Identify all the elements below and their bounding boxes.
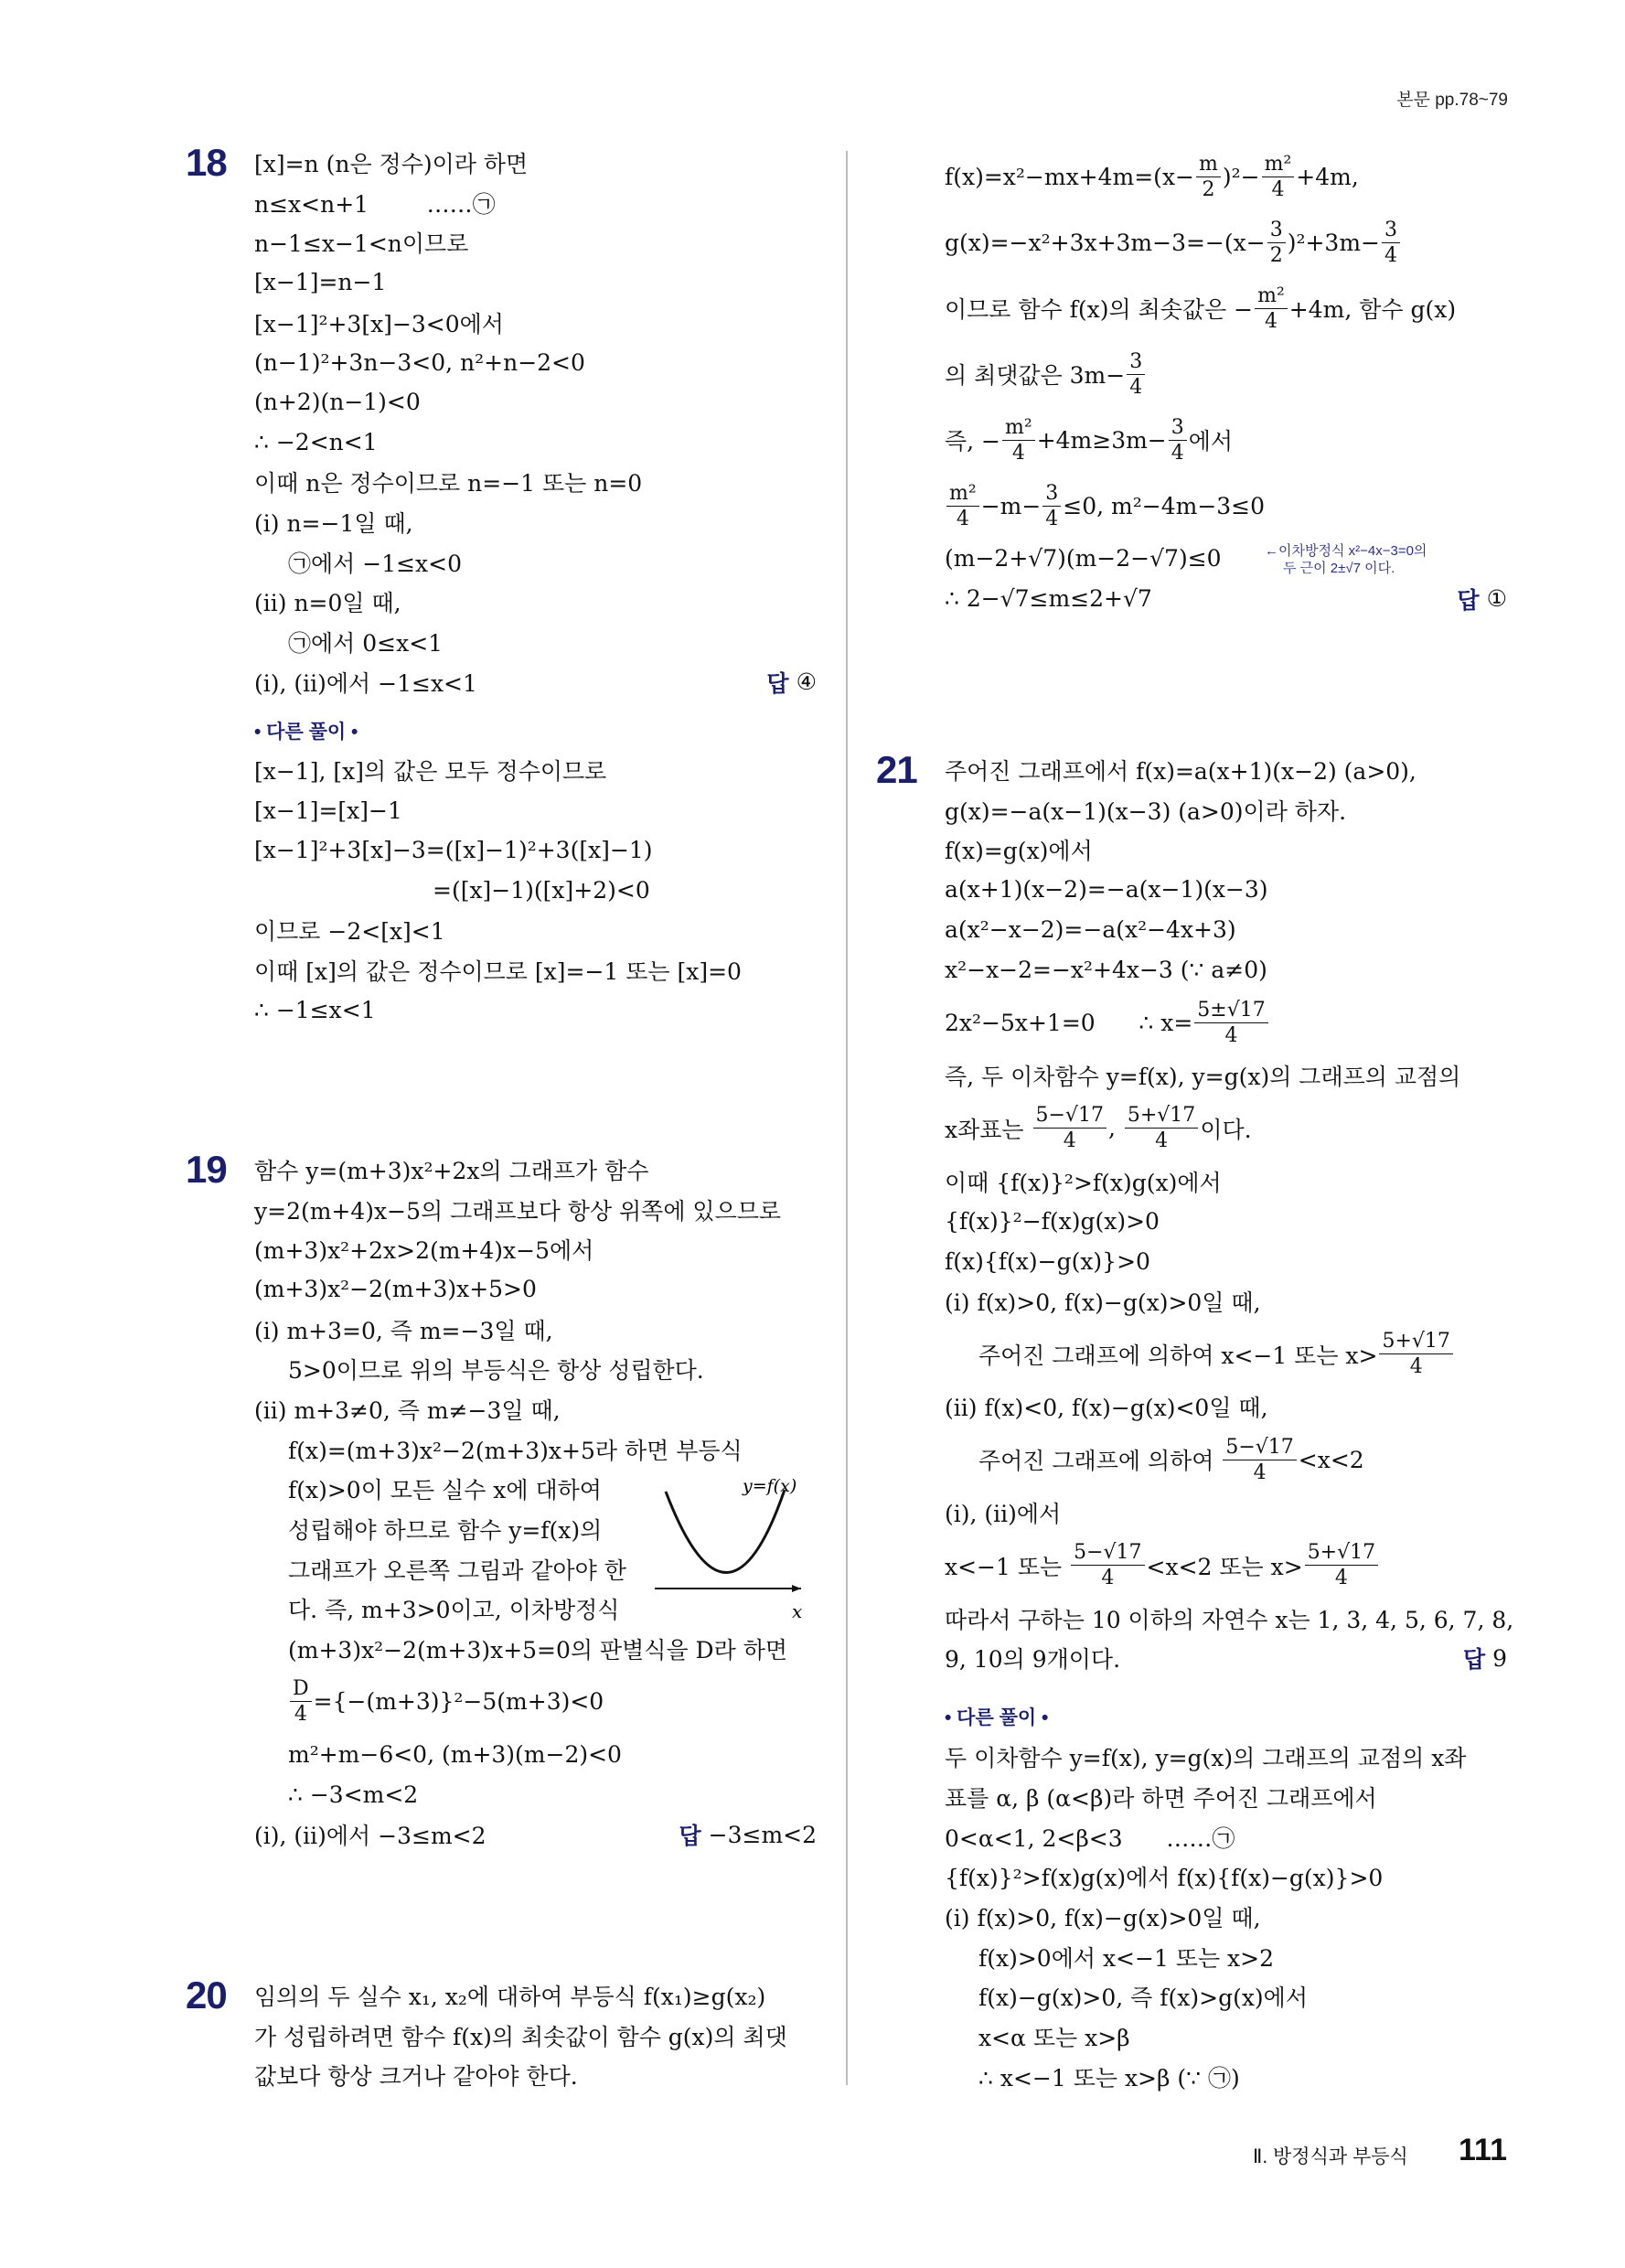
fraction-denominator: 4 [294,1703,307,1727]
solution-line [945,1897,1507,1937]
alternative-solution-heading: • 다른 풀이 • [945,1707,1049,1729]
solution-line [945,579,1507,619]
solution-line [254,423,817,463]
solution-19 [186,1148,817,1855]
math-text: [x−1]²+3[x]−3=([x]−1)²+3([x]−1) [254,837,653,864]
solution-line [945,750,1507,790]
solution-20-continued [945,144,1507,618]
solution-line [254,1549,817,1589]
fraction-denominator: 4 [1155,1129,1169,1153]
solution-line [945,1737,1507,1777]
solution-line [945,1937,1507,1977]
math-text: (m−2+√7)(m−2−√7)≤0 [945,545,1222,572]
solution-line [254,2055,817,2095]
axis-label: x [792,1600,803,1622]
fraction [290,1676,312,1727]
math-text: x좌표는 [945,1116,1032,1143]
solution-line [254,1429,817,1470]
math-text: (n+2)(n−1)<0 [254,389,421,416]
math-text: 주어진 그래프에 의하여 [978,1448,1222,1475]
solution-line [254,542,817,583]
solution-line [945,790,1507,830]
solution-line [254,2016,817,2056]
math-text: 값보다 항상 크거나 같아야 한다. [254,2063,578,2091]
fraction-numerator: 5−√17 [1223,1435,1296,1460]
fraction-numerator: m [1196,152,1221,177]
math-text: f(x)>0에서 x<−1 또는 x>2 [978,1944,1275,1972]
fraction-denominator: 4 [1171,441,1184,465]
math-text: 이다. [1200,1116,1252,1143]
fraction-denominator: 2 [1269,243,1283,267]
math-text: ∴ 2−√7≤m≤2+√7 [945,585,1152,613]
math-text: 표를 α, β (α<β)라 하면 주어진 그래프에서 [945,1784,1377,1812]
solution-line [945,2017,1507,2057]
solution-line [945,539,1507,579]
math-text: ≤0, m²−4m−3≤0 [1063,492,1266,519]
math-text: (m+3)x²−2(m+3)x+5=0의 판별식을 D라 하면 [288,1637,787,1664]
fraction [1125,1103,1198,1153]
solution-line [945,209,1507,275]
math-text: 그래프가 오른쪽 그림과 같아야 한 [288,1557,626,1584]
fraction-numerator: 5+√17 [1125,1103,1198,1129]
fraction-numerator: 5+√17 [1379,1329,1452,1354]
math-text: f(x)=g(x)에서 [945,838,1093,865]
fraction-denominator: 2 [1202,177,1215,201]
solution-line [254,1735,817,1775]
solution-line [254,790,817,830]
solution-line [945,1427,1507,1492]
math-text: 2x²−5x+1=0 ∴ x= [945,1009,1193,1036]
solution-line [945,1055,1507,1096]
solution-line [254,1269,817,1310]
fraction-numerator: m² [1262,152,1295,177]
fraction [1382,218,1400,268]
fraction-denominator: 4 [1253,1460,1267,1484]
fraction-denominator: 4 [1409,1355,1423,1379]
math-text: [x−1]²+3[x]−3<0에서 [254,310,504,337]
math-text: +4m≥3m− [1036,426,1167,454]
fraction-numerator: D [290,1676,312,1702]
solution-line [254,463,817,503]
fraction-denominator: 4 [1384,243,1397,267]
math-text: (n−1)²+3n−3<0, n²+n−2<0 [254,348,585,376]
fraction-numerator: 3 [1042,481,1061,507]
solution-line [945,829,1507,870]
math-text: ∴ x<−1 또는 x>β (∵ ㉠) [978,2064,1240,2091]
solution-line [254,502,817,542]
side-note-line: ←이차방정식 x²−4x−3=0의 [1265,543,1427,559]
math-text: (ⅰ), (ⅱ)에서 −3≤m<2 [254,1823,486,1850]
fraction [1305,1540,1378,1590]
solution-line [945,870,1507,910]
fraction-numerator: 3 [1382,218,1400,243]
solution-line [254,910,817,950]
solution-line [254,1775,817,1815]
problem-number: 20 [186,1974,227,2017]
solution-line [945,407,1507,473]
solution-line [254,1150,817,1190]
solution-line [254,662,817,702]
problem-number: 18 [186,141,227,184]
math-text: [x−1], [x]의 값은 모두 정수이므로 [254,758,607,786]
fraction-numerator: 3 [1127,349,1145,375]
math-text: f(x)=(m+3)x²−2(m+3)x+5라 하면 부등식 [288,1437,743,1464]
answer-label: 답 [766,670,789,697]
math-text: ∴ −3<m<2 [288,1781,419,1808]
fraction-denominator: 4 [1101,1567,1115,1590]
fraction-denominator: 4 [1129,375,1143,399]
answer-label: 답 [1462,1647,1486,1674]
math-text: [x]=n (n은 정수)이라 하면 [254,150,529,177]
math-text: x<α 또는 x>β [978,2024,1130,2051]
fraction-numerator: m² [1002,415,1035,441]
solution-line [945,341,1507,407]
fraction [1033,1103,1106,1153]
math-text: )²+3m− [1287,229,1380,256]
math-text: f(x)=x²−mx+4m=(x− [945,163,1194,190]
math-text: 9, 10의 9개이다. [945,1646,1121,1674]
math-text: f(x){f(x)−g(x)}>0 [945,1247,1150,1275]
math-text: m²+m−6<0, (m+3)(m−2)<0 [288,1741,622,1769]
math-text: 따라서 구하는 10 이하의 자연수 x는 1, 3, 4, 5, 6, 7, 8, [945,1606,1514,1633]
solution-line [254,990,817,1031]
answer-value: ① [1486,585,1507,613]
solution-line [945,473,1507,539]
math-text: (ⅰ), (ⅱ)에서 −1≤x<1 [254,669,477,697]
solution-18 [186,141,817,1030]
math-text: 두 이차함수 y=f(x), y=g(x)의 그래프의 교점의 x좌 [945,1745,1467,1772]
solution-line [254,950,817,990]
solution-line [254,1975,817,2016]
fraction-denominator: 4 [1271,177,1285,201]
solution-line [945,1533,1507,1599]
math-text: x²−x−2=−x²+4x−3 (∵ a≠0) [945,956,1267,983]
solution-line [254,622,817,662]
math-text: −m− [980,492,1042,519]
fraction [946,481,979,531]
math-text: <x<2 또는 x> [1146,1553,1303,1580]
fraction [1071,1540,1144,1590]
curve-label: y=f(x) [743,1476,797,1496]
math-text: 주어진 그래프에서 f(x)=a(x+1)(x−2) (a>0), [945,757,1417,785]
math-text: (ⅱ) f(x)<0, f(x)−g(x)<0일 때, [945,1395,1268,1422]
problem-number: 19 [186,1148,227,1191]
math-text: +4m, 함수 g(x) [1288,296,1457,323]
math-text: 이때 n은 정수이므로 n=−1 또는 n=0 [254,470,643,497]
fraction [1127,349,1145,400]
fraction [1223,1435,1296,1485]
fraction-denominator: 4 [1063,1129,1076,1153]
fraction-denominator: 4 [1264,309,1278,333]
math-text: f(x)>0이 모든 실수 x에 대하여 [288,1477,602,1504]
fraction-denominator: 4 [1334,1567,1348,1590]
solution-line [945,910,1507,950]
math-text: 이므로 함수 f(x)의 최솟값은 − [945,296,1254,323]
solution-line [254,143,817,183]
fraction-denominator: 4 [1045,507,1059,530]
fraction [1002,415,1035,465]
math-text: n≤x<n+1 ……㉠ [254,190,496,218]
fraction [1194,998,1267,1048]
fraction [1262,152,1295,202]
solution-line [254,1389,817,1429]
solution-line [945,1387,1507,1428]
math-text: 성립해야 하므로 함수 y=f(x)의 [288,1517,603,1545]
solution-line [945,1599,1514,1639]
solution-20 [186,1974,817,2095]
answer-label: 답 [1457,587,1480,614]
solution-line [945,1202,1507,1242]
solution-21 [876,748,1514,2097]
fraction-numerator: 5+√17 [1305,1540,1378,1566]
math-text: 주어진 그래프에 의하여 x<−1 또는 x> [978,1342,1378,1369]
column-divider [846,151,848,2085]
math-text: (ⅱ) n=0일 때, [254,590,401,617]
math-text: {f(x)}²>f(x)g(x)에서 f(x){f(x)−g(x)}>0 [945,1865,1384,1892]
math-text: 에서 [1188,428,1234,455]
math-text: 임의의 두 실수 x₁, x₂에 대하여 부등식 f(x₁)≥g(x₂) [254,1983,766,2010]
solution-line [254,183,817,223]
solution-line [254,1349,817,1389]
math-text: (ⅰ) m+3=0, 즉 m=−3일 때, [254,1317,553,1344]
solution-line [254,342,817,382]
math-text: n−1≤x−1<n이므로 [254,230,469,258]
solution-line [254,1589,817,1630]
math-text: (ⅰ) f(x)>0, f(x)−g(x)>0일 때, [945,1289,1261,1316]
solution-line [254,262,817,303]
side-note-line: 두 근이 2±√7 이다. [1283,561,1395,576]
math-text: =([x]−1)([x]+2)<0 [433,877,650,904]
solution-line [945,1096,1507,1161]
math-text: 즉, − [945,428,1000,455]
math-text: 0<α<1, 2<β<3 ……㉠ [945,1824,1235,1852]
math-text: ㉠에서 −1≤x<0 [288,550,462,577]
answer [679,1814,817,1855]
fraction-numerator: m² [946,481,979,507]
solution-line [254,1509,817,1549]
fraction-numerator: m² [1255,284,1288,309]
math-text: {f(x)}²−f(x)g(x)>0 [945,1207,1160,1235]
solution-line [945,1777,1507,1817]
math-text: a(x+1)(x−2)=−a(x−1)(x−3) [945,876,1268,904]
fraction-numerator: 3 [1267,218,1286,243]
problem-number: 21 [876,748,917,791]
chapter-title: Ⅱ. 방정식과 부등식 [1253,2146,1408,2167]
math-text: ∴ −2<n<1 [254,429,378,456]
solution-line [945,1639,1507,1679]
fraction [1196,152,1221,202]
math-text: (m+3)x²−2(m+3)x+5>0 [254,1276,537,1303]
solution-line [254,303,817,343]
solution-line [945,949,1507,990]
solution-line [254,1814,817,1855]
solution-line [945,2057,1507,2097]
answer [1457,579,1507,619]
math-text: a(x²−x−2)=−a(x²−4x+3) [945,916,1236,944]
answer-value: ④ [796,669,817,696]
answer-label: 답 [679,1824,701,1850]
answer [1463,1639,1507,1679]
math-text: 가 성립하려면 함수 f(x)의 최솟값이 함수 g(x)의 최댓 [254,2023,787,2050]
math-text: ∴ −1≤x<1 [254,997,376,1024]
answer-value: 9 [1492,1644,1507,1672]
solution-line [945,1976,1507,2017]
fraction [1042,481,1061,531]
solution-line [254,1629,817,1669]
alternative-solution-heading: • 다른 풀이 • [254,721,358,743]
math-text: 다. 즉, m+3>0이고, 이차방정식 [288,1597,620,1624]
fraction-denominator: 4 [1224,1023,1238,1047]
solution-line [254,1229,817,1269]
math-text: x<−1 또는 [945,1553,1070,1580]
math-text: 함수 y=(m+3)x²+2x의 그래프가 함수 [254,1157,649,1184]
math-text: 이므로 −2<[x]<1 [254,918,445,946]
solution-line [254,751,817,791]
solution-line [945,990,1507,1055]
solution-line [945,1856,1507,1897]
solution-line [254,1310,817,1350]
fraction-numerator: 3 [1169,415,1187,441]
solution-line [945,1281,1507,1321]
math-text: 의 최댓값은 3m− [945,362,1126,389]
fraction [1267,218,1286,268]
math-text: ={−(m+3)}²−5(m+3)<0 [313,1688,604,1716]
fraction-numerator: 5−√17 [1071,1540,1144,1566]
solution-line [254,222,817,262]
math-text: 이때 [x]의 값은 정수이므로 [x]=−1 또는 [x]=0 [254,957,742,985]
solution-line [945,1492,1507,1533]
math-text: [x−1]=n−1 [254,269,387,296]
solution-line [254,583,817,623]
side-note [1265,542,1427,577]
solution-line [945,1161,1507,1202]
fraction [1169,415,1187,465]
math-text: (m+3)x²+2x>2(m+4)x−5에서 [254,1237,594,1265]
math-text: [x−1]=[x]−1 [254,797,402,824]
math-text: y=2(m+4)x−5의 그래프보다 항상 위쪽에 있으므로 [254,1197,782,1225]
solution-line [945,1241,1507,1281]
math-text: (ⅱ) m+3≠0, 즉 m≠−3일 때, [254,1396,561,1424]
solution-line [254,871,817,911]
math-text: (ⅰ) f(x)>0, f(x)−g(x)>0일 때, [945,1904,1261,1931]
fraction-denominator: 4 [1011,441,1025,465]
math-text: +4m, [1296,163,1359,190]
math-text: (ⅰ) n=−1일 때, [254,510,413,538]
solution-line [945,1321,1507,1387]
math-text: 5>0이므로 위의 부등식은 항상 성립한다. [288,1357,704,1385]
solution-line [254,1470,817,1510]
math-text: ㉠에서 0≤x<1 [288,630,444,658]
solution-line [254,382,817,423]
answer [766,662,817,702]
solution-line [254,1190,817,1230]
math-text: 이때 {f(x)}²>f(x)g(x)에서 [945,1169,1222,1196]
math-text: <x<2 [1298,1446,1364,1473]
solution-line [254,830,817,871]
fraction [1379,1329,1452,1379]
solution-line [945,144,1507,209]
fraction-numerator: 5−√17 [1033,1103,1106,1129]
math-text: 즉, 두 이차함수 y=f(x), y=g(x)의 그래프의 교점의 [945,1063,1461,1090]
page-reference: 본문 pp.78~79 [1396,91,1508,110]
math-text: , [1107,1115,1123,1142]
solution-line [945,1817,1507,1857]
math-text: )²− [1222,163,1260,190]
solution-line [945,275,1507,341]
fraction-denominator: 4 [956,507,969,530]
math-text: g(x)=−x²+3x+3m−3=−(x− [945,229,1266,256]
math-text: f(x)−g(x)>0, 즉 f(x)>g(x)에서 [978,1984,1308,2012]
page-number: 111 [1459,2133,1507,2167]
math-text: g(x)=−a(x−1)(x−3) (a>0)이라 하자. [945,797,1347,825]
solution-line [254,1669,817,1735]
fraction-numerator: 5±√17 [1194,998,1267,1023]
math-text: (ⅰ), (ⅱ)에서 [945,1501,1062,1528]
answer-value: −3≤m<2 [708,1821,817,1848]
fraction [1255,284,1288,334]
